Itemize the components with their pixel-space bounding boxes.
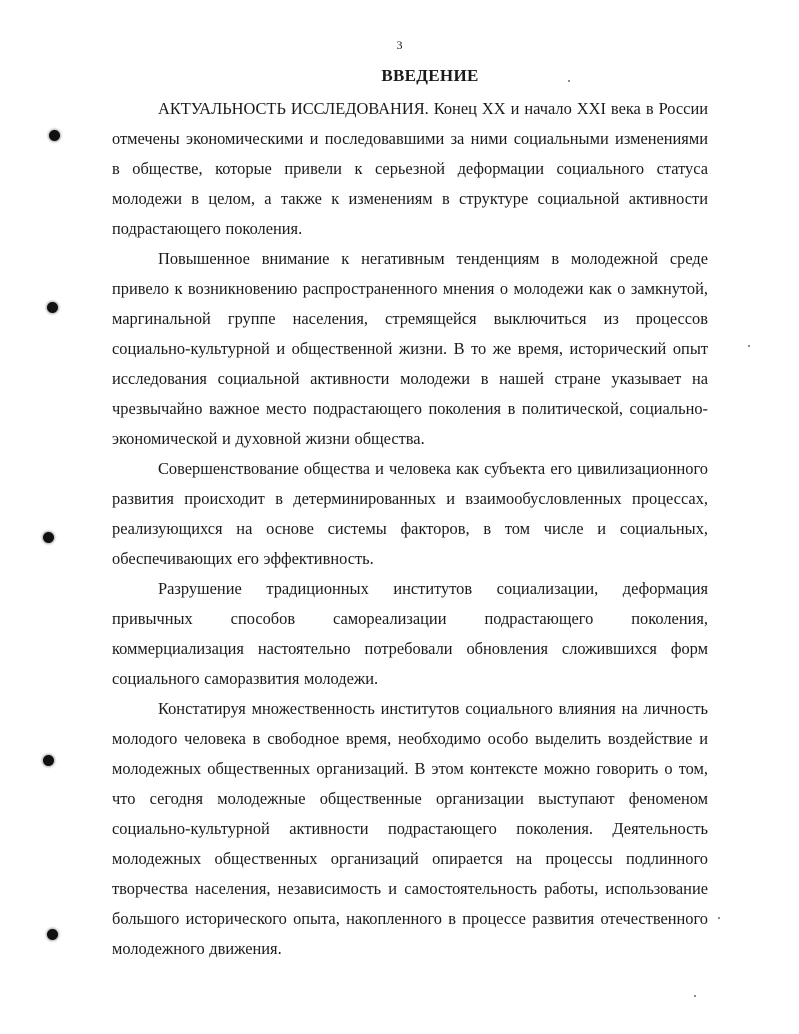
paragraph-3: Совершенствование общества и человека как субъекта его цивилизационного развития происходит в детерминированных и взаимообусловленных процессах, реализующихся на основе системы факторов, в том числе и социальных, обеспечивающих его эффективность. — [112, 459, 708, 568]
paragraph-1: АКТУАЛЬНОСТЬ ИССЛЕДОВАНИЯ. Конец XX и начало XXI века в России отмечены экономическими и последовавшими за ними социальными изменениями в обществе, которые привели к серьезной деформации социального статуса молодежи в целом, а также к изменениям в структуре социальной активности подрастающего поколения. — [112, 99, 708, 238]
punch-hole-icon — [43, 532, 54, 543]
punch-hole-icon — [43, 755, 54, 766]
scan-speck — [694, 995, 696, 997]
scan-speck — [718, 917, 720, 919]
text-body — [112, 94, 708, 964]
punch-hole-icon — [47, 929, 58, 940]
punch-hole-icon — [49, 130, 60, 141]
paragraph-2: Повышенное внимание к негативным тенденциям в молодежной среде привело к возникновению распространенного мнения о молодежи как о замкнутой, маргинальной группе населения, стремящейся выключиться из процессов социально-культурной и общественной жизни. В то же время, исторический опыт исследования социальной активности молодежи в нашей стране указывает на чрезвычайно важное место подрастающего поколения в политической, социально-экономической и духовной жизни общества. — [112, 249, 708, 448]
scan-speck — [568, 80, 570, 82]
paragraph-4: Разрушение традиционных институтов социализации, деформация привычных способов самореализации подрастающего поколения, коммерциализация настоятельно потребовали обновления сложившихся форм социального саморазвития молодежи. — [112, 579, 708, 688]
page-heading: ВВЕДЕНИЕ — [381, 66, 479, 85]
scan-speck — [748, 345, 750, 347]
punch-hole-icon — [47, 302, 58, 313]
paragraph-5: Констатируя множественность институтов социального влияния на личность молодого человека в свободное время, необходимо особо выделить воздействие и молодежных общественных организаций. В этом контексте можно говорить о том, что сегодня молодежные общественные организации выступают феноменом социально-культурной активности подрастающего поколения. Деятельность молодежных общественных организаций опирается на процессы подлинного творчества населения, независимость и самостоятельность работы, использование большого исторического опыта, накопленного в процессе развития отечественного молодежного движения. — [112, 699, 708, 958]
page-number: 3 — [396, 38, 403, 52]
